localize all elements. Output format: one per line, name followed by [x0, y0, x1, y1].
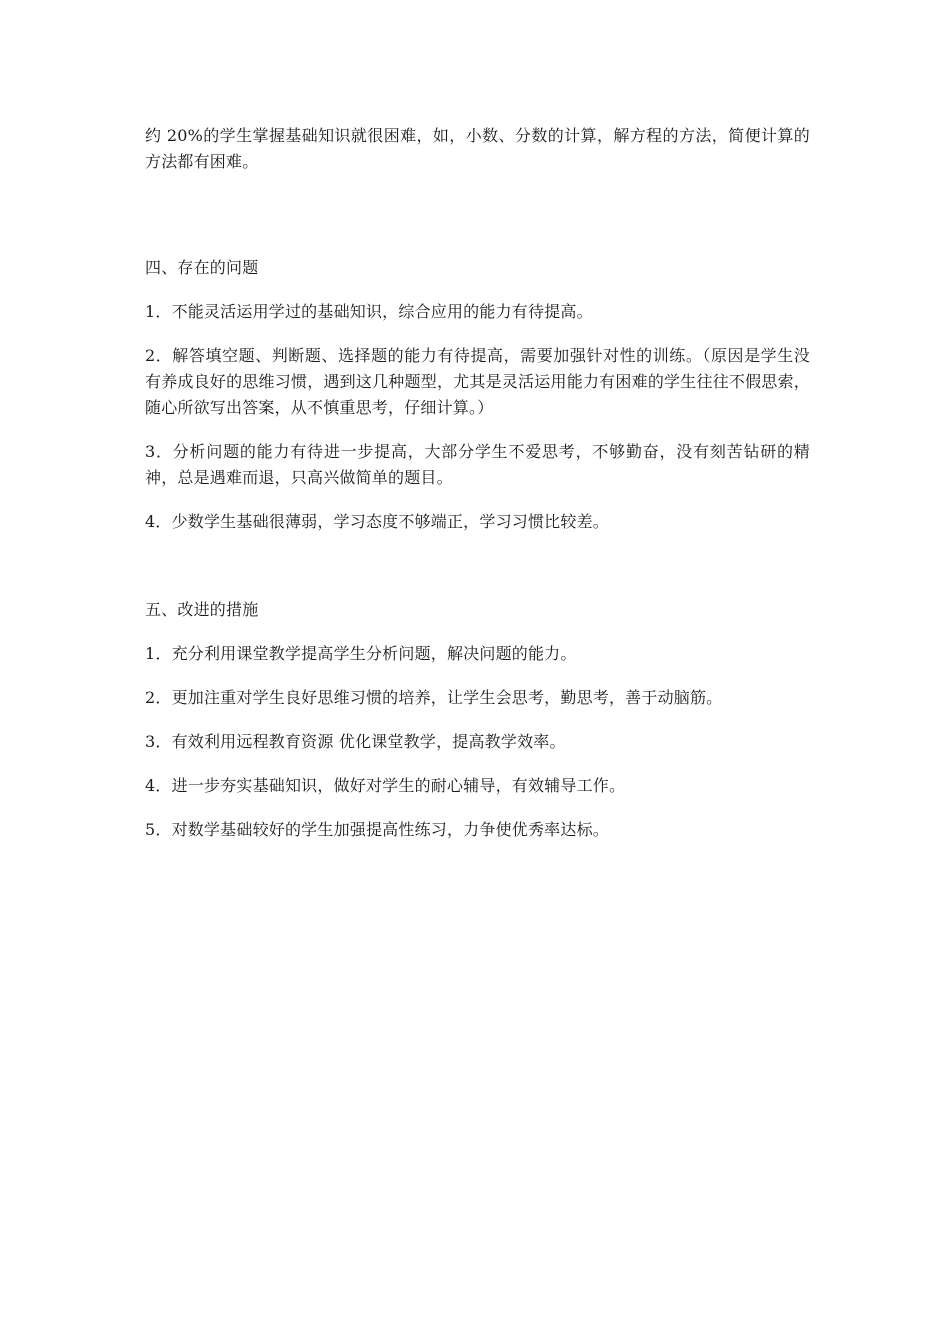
list-item: 3．分析问题的能力有待进一步提高，大部分学生不爱思考，不够勤奋，没有刻苦钻研的精神，总是遇难而退，只高兴做简单的题目。: [145, 442, 810, 487]
section-heading-measures: 五、改进的措施: [145, 600, 259, 619]
document-page: [145, 123, 810, 861]
list-item: 4．少数学生基础很薄弱，学习态度不够端正，学习习惯比较差。: [145, 512, 609, 531]
list-item: 2．更加注重对学生良好思维习惯的培养，让学生会思考，勤思考，善于动脑筋。: [145, 688, 723, 707]
list-item: 3．有效利用远程教育资源 优化课堂教学，提高教学效率。: [145, 732, 566, 751]
list-item: 5．对数学基础较好的学生加强提高性练习，力争使优秀率达标。: [145, 820, 609, 839]
list-item: 4．进一步夯实基础知识，做好对学生的耐心辅导，有效辅导工作。: [145, 776, 626, 795]
section-measures: [145, 597, 810, 843]
intro-paragraph: 约 20%的学生掌握基础知识就很困难，如，小数、分数的计算，解方程的方法，简便计算的方法都有困难。: [145, 126, 810, 171]
list-item: 1．充分利用课堂教学提高学生分析问题，解决问题的能力。: [145, 644, 577, 663]
list-item: 1．不能灵活运用学过的基础知识，综合应用的能力有待提高。: [145, 302, 593, 321]
section-problems: [145, 255, 810, 535]
list-item: 2．解答填空题、判断题、选择题的能力有待提高，需要加强针对性的训练。（原因是学生没有养成良好的思维习惯，遇到这几种题型，尤其是灵活运用能力有困难的学生往往不假思索，随心所欲写出答案，从不慎重思考，仔细计算。）: [145, 346, 810, 417]
section-heading-problems: 四、存在的问题: [145, 258, 259, 277]
